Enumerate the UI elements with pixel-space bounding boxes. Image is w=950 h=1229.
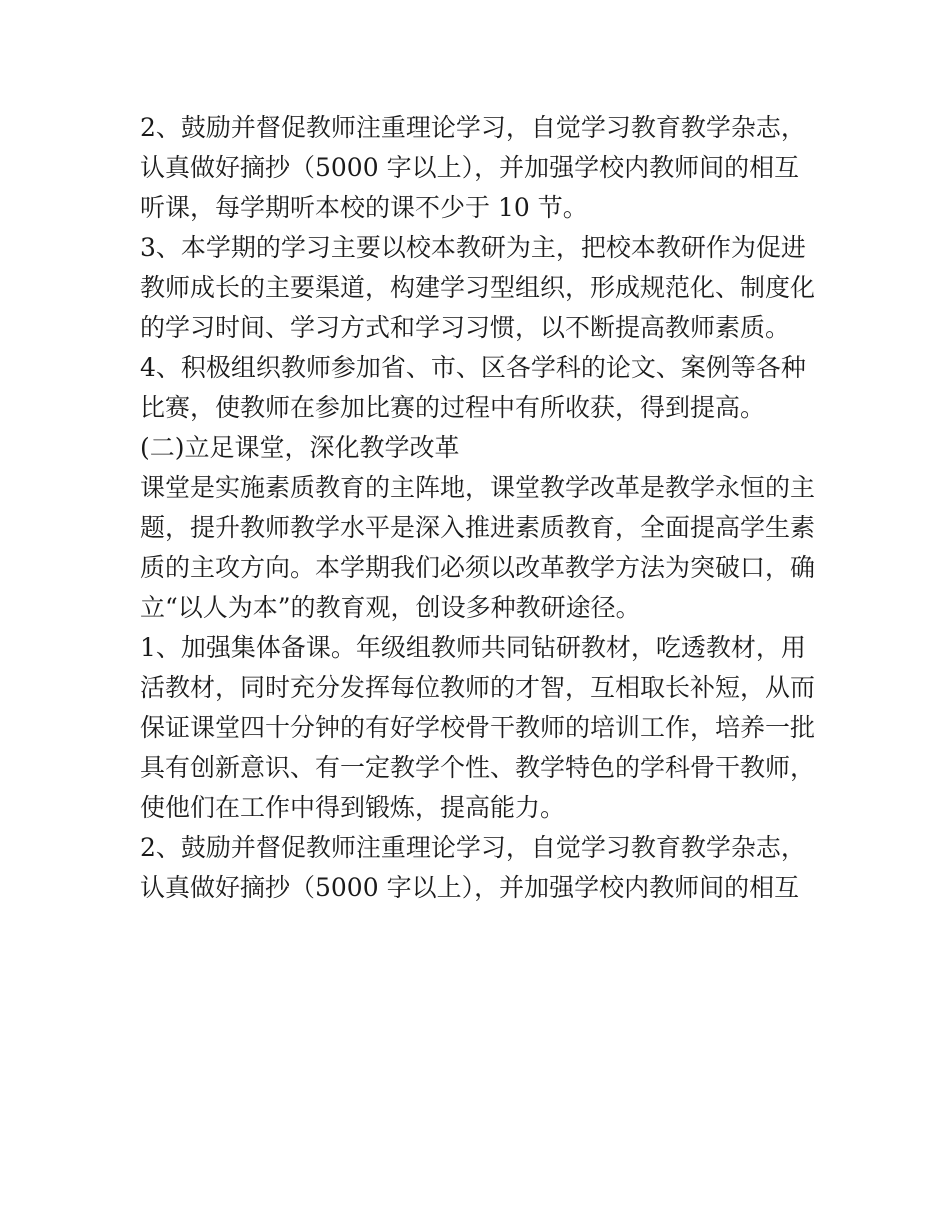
paragraph-item-2-b: [140, 828, 830, 908]
heading-line: (二)立足课堂，深化教学改革: [140, 433, 460, 462]
text-line: 认真做好摘抄（5000 字以上），并加强学校内教师间的相互: [140, 873, 800, 902]
paragraph-classroom-intro: [140, 468, 830, 628]
text-line: 3、本学期的学习主要以校本教研为主，把校本教研作为促进: [140, 233, 806, 262]
text-line: 2、鼓励并督促教师注重理论学习，自觉学习教育教学杂志，: [140, 113, 806, 142]
text-line: 的学习时间、学习方式和学习习惯，以不断提高教师素质。: [140, 313, 791, 342]
text-line: 比赛，使教师在参加比赛的过程中有所收获，得到提高。: [140, 393, 766, 422]
text-line: 使他们在工作中得到锻炼，提高能力。: [140, 793, 566, 822]
paragraph-item-3: [140, 228, 830, 348]
text-line: 教师成长的主要渠道，构建学习型组织，形成规范化、制度化: [140, 273, 816, 302]
text-line: 活教材，同时充分发挥每位教师的才智，互相取长补短，从而: [140, 673, 816, 702]
paragraph-item-4: [140, 348, 830, 428]
text-line: 具有创新意识、有一定教学个性、教学特色的学科骨干教师，: [140, 753, 816, 782]
text-line: 保证课堂四十分钟的有好学校骨干教师的培训工作，培养一批: [140, 713, 816, 742]
document-body: [140, 108, 830, 908]
text-line: 质的主攻方向。本学期我们必须以改革教学方法为突破口，确: [140, 553, 816, 582]
section-heading: [140, 428, 830, 468]
text-line: 2、鼓励并督促教师注重理论学习，自觉学习教育教学杂志，: [140, 833, 806, 862]
paragraph-item-2-a: [140, 108, 830, 228]
text-line: 1、加强集体备课。年级组教师共同钻研教材，吃透教材，用: [140, 633, 806, 662]
text-line: 听课，每学期听本校的课不少于 10 节。: [140, 193, 588, 222]
text-line: 题，提升教师教学水平是深入推进素质教育，全面提高学生素: [140, 513, 816, 542]
text-line: 立“以人为本”的教育观，创设多种教研途径。: [140, 593, 641, 622]
paragraph-item-1: [140, 628, 830, 828]
text-line: 4、积极组织教师参加省、市、区各学科的论文、案例等各种: [140, 353, 806, 382]
text-line: 认真做好摘抄（5000 字以上），并加强学校内教师间的相互: [140, 153, 800, 182]
text-line: 课堂是实施素质教育的主阵地，课堂教学改革是教学永恒的主: [140, 473, 816, 502]
